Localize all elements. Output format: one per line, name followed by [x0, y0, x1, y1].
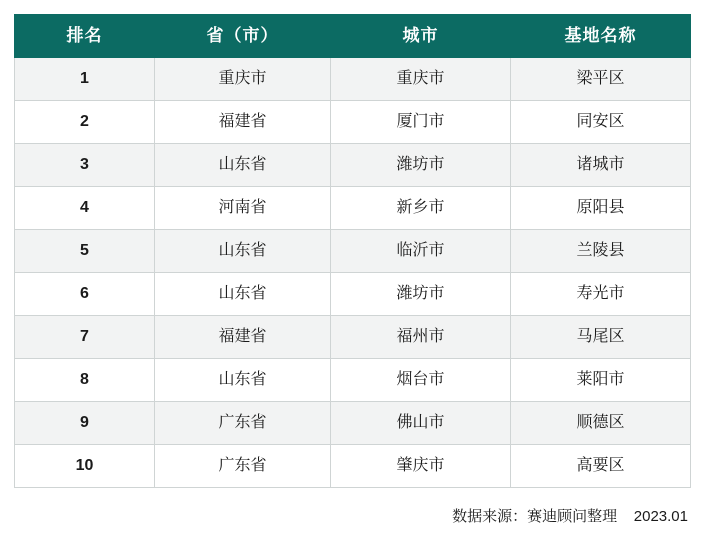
cell-rank: 1 [15, 58, 155, 101]
column-header-rank: 排名 [15, 15, 155, 58]
table-row [15, 230, 691, 273]
cell-city: 潍坊市 [331, 144, 511, 187]
cell-base: 寿光市 [511, 273, 691, 316]
cell-base: 兰陵县 [511, 230, 691, 273]
table-row [15, 187, 691, 230]
cell-province: 山东省 [155, 144, 331, 187]
cell-rank: 10 [15, 445, 155, 488]
table-row [15, 101, 691, 144]
cell-base: 顺德区 [511, 402, 691, 445]
cell-rank: 2 [15, 101, 155, 144]
cell-province: 山东省 [155, 273, 331, 316]
cell-base: 梁平区 [511, 58, 691, 101]
table-header-row [15, 15, 691, 58]
cell-province: 广东省 [155, 402, 331, 445]
column-header-province: 省（市） [155, 15, 331, 58]
cell-province: 山东省 [155, 359, 331, 402]
cell-rank: 6 [15, 273, 155, 316]
cell-base: 原阳县 [511, 187, 691, 230]
cell-rank: 5 [15, 230, 155, 273]
cell-province: 广东省 [155, 445, 331, 488]
cell-city: 佛山市 [331, 402, 511, 445]
cell-city: 新乡市 [331, 187, 511, 230]
table-row [15, 58, 691, 101]
table-row [15, 402, 691, 445]
cell-rank: 8 [15, 359, 155, 402]
ranking-table [14, 14, 691, 488]
cell-province: 重庆市 [155, 58, 331, 101]
column-header-city: 城市 [331, 15, 511, 58]
cell-province: 福建省 [155, 101, 331, 144]
table-header [15, 15, 691, 58]
cell-rank: 4 [15, 187, 155, 230]
column-header-base: 基地名称 [511, 15, 691, 58]
cell-city: 厦门市 [331, 101, 511, 144]
table-row [15, 144, 691, 187]
cell-base: 莱阳市 [511, 359, 691, 402]
source-note: 数据来源：赛迪顾问整理 2023.01 [452, 508, 688, 525]
cell-city: 福州市 [331, 316, 511, 359]
cell-rank: 7 [15, 316, 155, 359]
cell-city: 潍坊市 [331, 273, 511, 316]
cell-rank: 9 [15, 402, 155, 445]
cell-city: 重庆市 [331, 58, 511, 101]
table-row [15, 445, 691, 488]
cell-base: 马尾区 [511, 316, 691, 359]
cell-province: 福建省 [155, 316, 331, 359]
cell-base: 高要区 [511, 445, 691, 488]
table-row [15, 273, 691, 316]
cell-city: 烟台市 [331, 359, 511, 402]
cell-base: 同安区 [511, 101, 691, 144]
cell-city: 临沂市 [331, 230, 511, 273]
cell-province: 河南省 [155, 187, 331, 230]
cell-province: 山东省 [155, 230, 331, 273]
table-body [15, 58, 691, 488]
table-row [15, 316, 691, 359]
table-row [15, 359, 691, 402]
cell-base: 诸城市 [511, 144, 691, 187]
cell-city: 肇庆市 [331, 445, 511, 488]
cell-rank: 3 [15, 144, 155, 187]
